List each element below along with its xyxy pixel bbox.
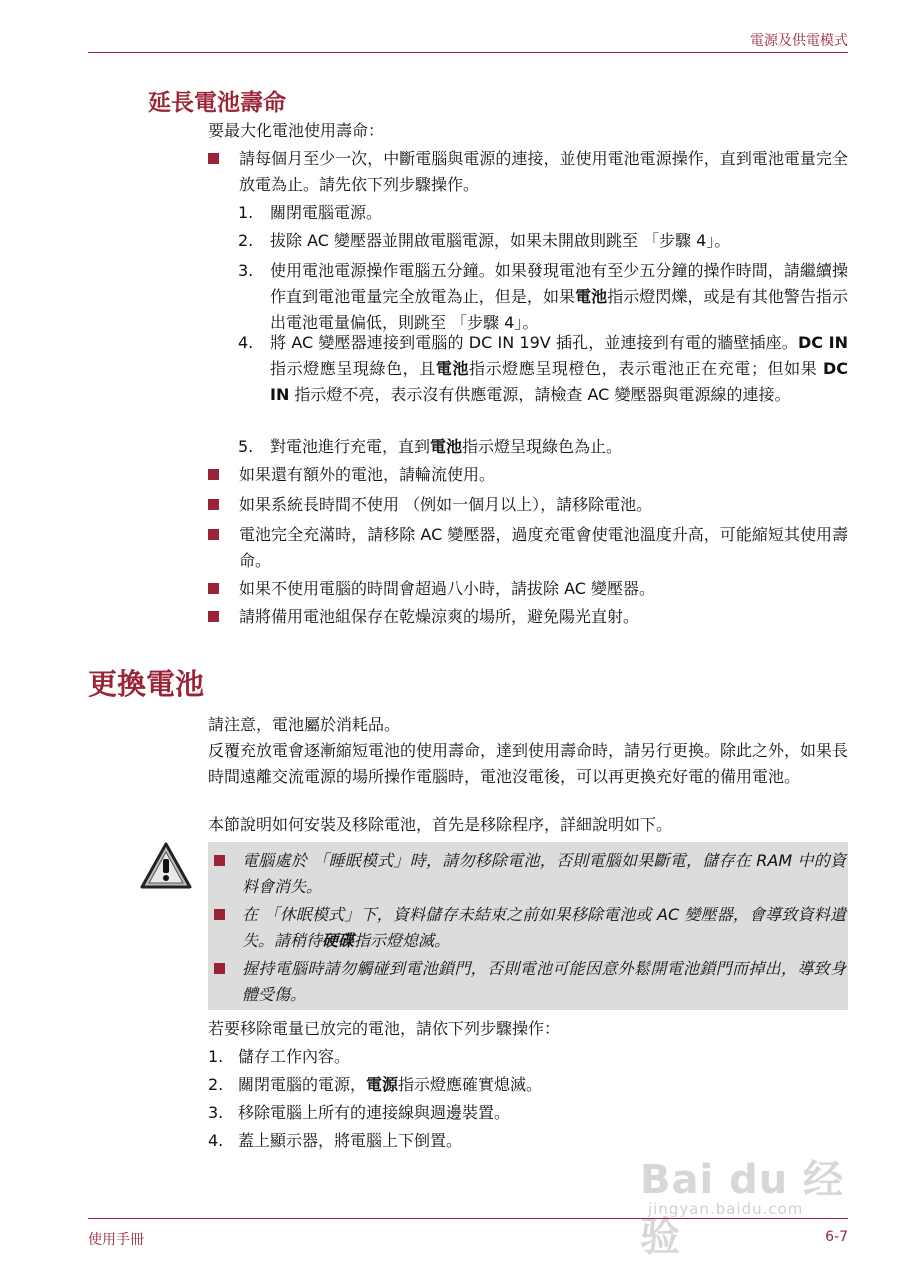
bullet-text: 如果還有額外的電池，請輪流使用。 bbox=[239, 465, 496, 484]
battery-indicator-label: 電池 bbox=[435, 359, 470, 378]
warning-box bbox=[208, 842, 848, 1010]
step-text: 移除電腦上所有的連接線與週邊裝置。 bbox=[238, 1103, 511, 1122]
bullet-item-5 bbox=[208, 576, 848, 602]
heading-extend-battery-life: 延長電池壽命 bbox=[148, 90, 286, 116]
section2-paragraph-4: 若要移除電量已放完的電池，請依下列步驟操作： bbox=[208, 1019, 561, 1038]
warning-text: 握持電腦時請勿觸碰到電池鎖門，否則電池可能因意外鬆開電池鎖門而掉出，導致身體受傷。 bbox=[242, 959, 846, 1004]
warning-item-1 bbox=[208, 848, 848, 900]
step-1 bbox=[238, 200, 848, 226]
bullet-square-icon bbox=[208, 529, 219, 540]
battery-indicator-label: 電池 bbox=[575, 287, 608, 306]
page-header bbox=[88, 0, 848, 53]
step-text: 關閉電腦電源。 bbox=[270, 203, 383, 222]
bullet-item-2 bbox=[208, 462, 848, 488]
step-number: 4. bbox=[208, 1131, 224, 1150]
page-number: 6-7 bbox=[825, 1229, 848, 1245]
bullet-square-icon bbox=[208, 153, 219, 164]
step-number: 2. bbox=[208, 1075, 224, 1094]
bullet-square-icon bbox=[208, 583, 219, 594]
header-section-title: 電源及供電模式 bbox=[750, 33, 848, 49]
power-indicator-label: 電源 bbox=[366, 1075, 399, 1094]
section1-intro: 要最大化電池使用壽命： bbox=[208, 121, 385, 140]
bullet-text: 如果不使用電腦的時間會超過八小時，請拔除 AC 變壓器。 bbox=[239, 579, 656, 598]
dcin-indicator-label: DC IN bbox=[797, 333, 849, 352]
warning-text: 在 「休眠模式」下，資料儲存未結束之前如果移除電池或 AC 變壓器，會導致資料遺失。請稍待硬碟指示燈熄滅。 bbox=[242, 905, 846, 950]
step-5 bbox=[238, 434, 848, 460]
removal-step-3 bbox=[208, 1100, 848, 1126]
heading-replace-battery: 更換電池 bbox=[88, 667, 205, 701]
bullet-square-icon bbox=[208, 499, 219, 510]
bullet-square-icon bbox=[208, 611, 219, 622]
bullet-item-4 bbox=[208, 522, 848, 574]
section2-paragraph-3: 本節說明如何安裝及移除電池，首先是移除程序，詳細說明如下。 bbox=[208, 815, 673, 834]
section2-paragraph-1: 請注意，電池屬於消耗品。 bbox=[208, 715, 401, 734]
battery-indicator-label: 電池 bbox=[430, 437, 463, 456]
hdd-indicator-label: 硬碟 bbox=[322, 931, 355, 950]
page-footer bbox=[88, 1218, 848, 1249]
watermark-url: jingyan.baidu.com bbox=[648, 1200, 804, 1218]
step-number: 2. bbox=[238, 231, 254, 250]
bullet-text: 請將備用電池組保存在乾燥涼爽的場所，避免陽光直射。 bbox=[239, 607, 640, 626]
warning-icon bbox=[140, 842, 192, 890]
bullet-square-icon bbox=[214, 855, 225, 866]
step-text: 蓋上顯示器，將電腦上下倒置。 bbox=[238, 1131, 463, 1150]
watermark-logo: Bai du 经验 bbox=[640, 1157, 845, 1260]
bullet-square-icon bbox=[214, 909, 225, 920]
step-number: 3. bbox=[238, 261, 254, 280]
bullet-item-3 bbox=[208, 492, 848, 518]
step-number: 5. bbox=[238, 437, 254, 456]
bullet-item-6 bbox=[208, 604, 848, 630]
step-text: 使用電池電源操作電腦五分鐘。如果發現電池有至少五分鐘的操作時間，請繼續操作直到電池電量完全放電為止，但是，如果電池指示燈閃爍，或是有其他警告指示出電池電量偏低，則跳至 「步驟 4」。 bbox=[270, 261, 848, 332]
step-number: 3. bbox=[208, 1103, 224, 1122]
step-number: 1. bbox=[208, 1047, 224, 1066]
removal-step-1 bbox=[208, 1044, 848, 1070]
step-2 bbox=[238, 228, 848, 254]
step-text: 拔除 AC 變壓器並開啟電腦電源，如果未開啟則跳至 「步驟 4」。 bbox=[270, 231, 731, 250]
bullet-square-icon bbox=[214, 963, 225, 974]
section2-paragraph-2: 反覆充放電會逐漸縮短電池的使用壽命，達到使用壽命時，請另行更換。除此之外，如果長時間遠離交流電源的場所操作電腦時，電池沒電後，可以再更換充好電的備用電池。 bbox=[208, 741, 849, 786]
bullet-square-icon bbox=[208, 469, 219, 480]
warning-item-3 bbox=[208, 956, 848, 1008]
step-text: 對電池進行充電，直到電池指示燈呈現綠色為止。 bbox=[270, 437, 623, 456]
warning-item-2 bbox=[208, 902, 848, 954]
bullet-text: 請每個月至少一次，中斷電腦與電源的連接，並使用電池電源操作，直到電池電量完全放電為止。請先依下列步驟操作。 bbox=[239, 149, 848, 194]
step-4 bbox=[238, 330, 848, 408]
bullet-text: 如果系統長時間不使用 （例如一個月以上），請移除電池。 bbox=[239, 495, 653, 514]
step-text: 關閉電腦的電源，電源指示燈應確實熄滅。 bbox=[238, 1075, 543, 1094]
bullet-text: 電池完全充滿時，請移除 AC 變壓器，過度充電會使電池溫度升高，可能縮短其使用壽命。 bbox=[239, 525, 848, 570]
step-3 bbox=[238, 258, 848, 336]
step-text: 儲存工作內容。 bbox=[238, 1047, 351, 1066]
removal-step-2 bbox=[208, 1072, 848, 1098]
footer-manual-title: 使用手冊 bbox=[88, 1232, 144, 1248]
warning-text: 電腦處於 「睡眠模式」時，請勿移除電池，否則電腦如果斷電，儲存在 RAM 中的資料會消失。 bbox=[242, 851, 846, 896]
bullet-item-1 bbox=[208, 146, 848, 198]
step-number: 1. bbox=[238, 203, 254, 222]
step-text: 將 AC 變壓器連接到電腦的 DC IN 19V 插孔，並連接到有電的牆壁插座。DC IN 指示燈應呈現綠色，且電池指示燈應呈現橙色，表示電池正在充電；但如果 DC IN 指示燈不亮，表示沒有供應電源，請檢查 AC 變壓器與電源線的連接。 bbox=[270, 333, 849, 404]
step-number: 4. bbox=[238, 333, 254, 352]
dcin-indicator-label: DC IN bbox=[270, 359, 848, 404]
